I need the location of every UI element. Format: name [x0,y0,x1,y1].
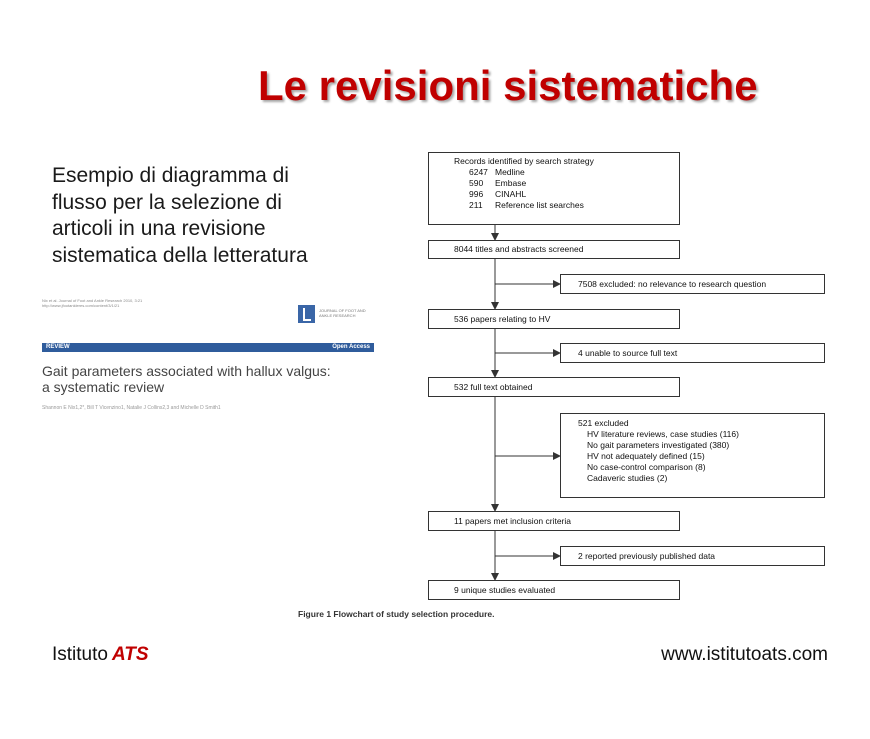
description-line: sistematica della letteratura [52,243,308,267]
citation-line: Nix et al. Journal of Foot and Ankle Research 2010, 3:21 [42,298,143,303]
exclusion-reason: HV not adequately defined (15) [587,451,705,461]
description-line: Esempio di diagramma di [52,164,289,187]
record-row: 996 CINAHL [469,189,527,199]
paper-title-line: a systematic review [42,379,165,395]
unable-source-box: 4 unable to source full text [560,343,825,363]
record-row: 6247 Medline [469,167,525,177]
record-row: 211 Reference list searches [469,200,584,210]
previously-published-box: 2 reported previously published data [560,546,825,566]
full-text-box: 532 full text obtained [428,377,680,397]
journal-name: JOURNAL OF FOOT AND ANKLE RESEARCH [319,308,366,318]
records-identified-box [428,152,680,225]
brand-prefix: Istituto [52,644,108,665]
screened-box: 8044 titles and abstracts screened [428,240,680,259]
figure-caption: Figure 1 Flowchart of study selection procedure. [298,609,495,619]
excluded-relevance-box: 7508 excluded: no relevance to research question [560,274,825,294]
description-line: flusso per la selezione di [52,190,282,214]
brand-logo [52,644,149,666]
exclusion-reason: Cadaveric studies (2) [587,473,668,483]
paper-authors: Shannon E Nix1,2*, Bill T Vicenzino1, Natalie J Collins2,3 and Michelle D Smith1 [42,405,221,411]
citation-line: http://www.jfootankleres.com/content/3/1/21 [42,303,120,308]
description-line: articoli in una revisione [52,217,266,240]
website-url: www.istitutoats.com [661,644,828,665]
open-access-label: Open Access [332,344,370,350]
excluded-heading: 521 excluded [578,418,629,428]
unique-studies-box: 9 unique studies evaluated [428,580,680,600]
review-label: REVIEW [46,344,70,350]
slide-title: Le revisioni sistematiche [258,62,758,109]
papers-hv-box: 536 papers relating to HV [428,309,680,329]
exclusion-reason: HV literature reviews, case studies (116) [587,429,739,439]
exclusion-reason: No case-control comparison (8) [587,462,706,472]
excluded-box [560,413,825,498]
records-heading: Records identified by search strategy [454,156,594,166]
paper-title-line: Gait parameters associated with hallux valgus: [42,363,331,379]
inclusion-box: 11 papers met inclusion criteria [428,511,680,531]
record-row: 590 Embase [469,178,527,188]
brand-accent: ATS [111,644,149,665]
exclusion-reason: No gait parameters investigated (380) [587,440,730,450]
